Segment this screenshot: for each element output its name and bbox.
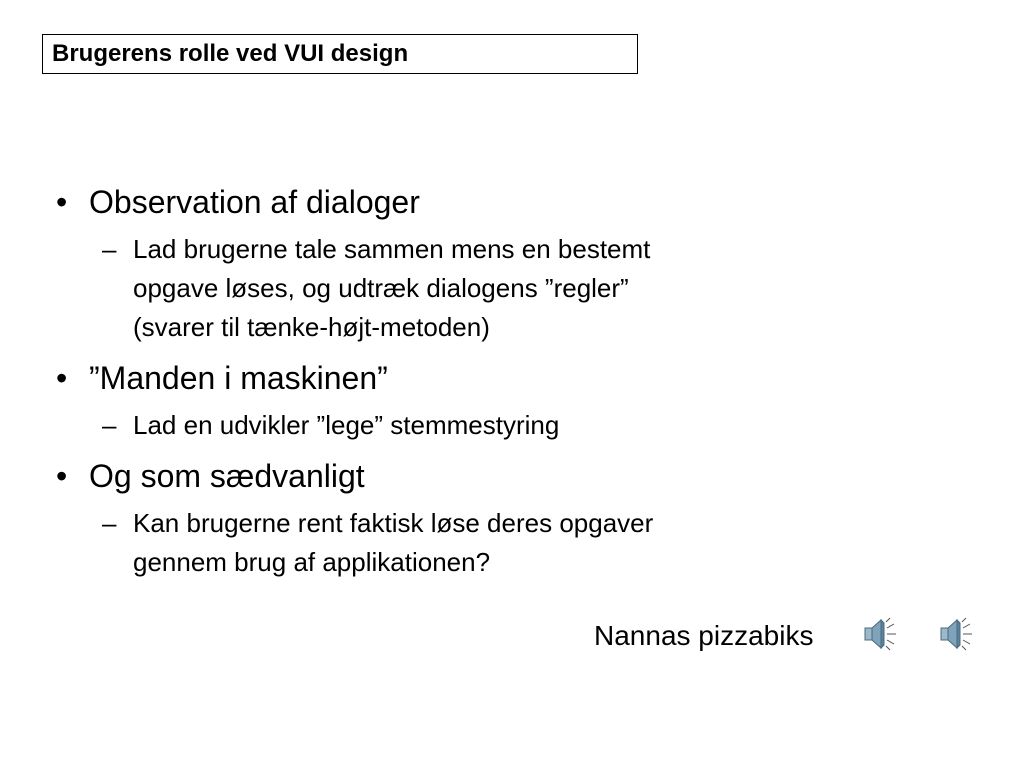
bullet-text: ”Manden i maskinen” [89, 360, 388, 396]
bullet-marker: • [56, 184, 68, 220]
sub-bullet-list [102, 406, 856, 445]
bullet-marker: • [56, 360, 68, 396]
sub-bullet-line: (svarer til tænke-højt-metoden) [133, 312, 490, 342]
bullet-list [56, 178, 856, 593]
bullet-text: Observation af dialoger [89, 184, 420, 220]
sub-bullet-text [133, 504, 793, 582]
bullet-item [56, 358, 856, 398]
sub-bullet-marker: – [102, 234, 117, 264]
bullet-marker: • [56, 458, 68, 494]
sub-bullet-line: opgave løses, og udtræk dialogens ”regler” [133, 273, 629, 303]
bullet-item [56, 456, 856, 496]
sub-bullet-line: Lad en udvikler ”lege” stemmestyring [133, 410, 560, 440]
sub-bullet-list [102, 230, 856, 347]
sub-bullet-item [102, 230, 856, 347]
sub-bullet-list [102, 504, 856, 582]
sub-bullet-text [133, 230, 793, 347]
sub-bullet-marker: – [102, 508, 117, 538]
sub-bullet-line: Kan brugerne rent faktisk løse deres opgaver [133, 508, 654, 538]
slide-title: Brugerens rolle ved VUI design [52, 40, 409, 67]
bullet-item [56, 182, 856, 222]
sub-bullet-line: Lad brugerne tale sammen mens en bestemt [133, 234, 651, 264]
sub-bullet-item [102, 406, 856, 445]
sub-bullet-item [102, 504, 856, 582]
speaker-icon[interactable] [862, 615, 898, 653]
sub-bullet-text [133, 406, 793, 445]
slide-title-box [42, 34, 638, 74]
sub-bullet-marker: – [102, 410, 117, 440]
audio-caption: Nannas pizzabiks [594, 620, 814, 651]
speaker-icon[interactable] [938, 615, 974, 653]
bullet-text: Og som sædvanligt [89, 458, 365, 494]
sub-bullet-line: gennem brug af applikationen? [133, 547, 491, 577]
